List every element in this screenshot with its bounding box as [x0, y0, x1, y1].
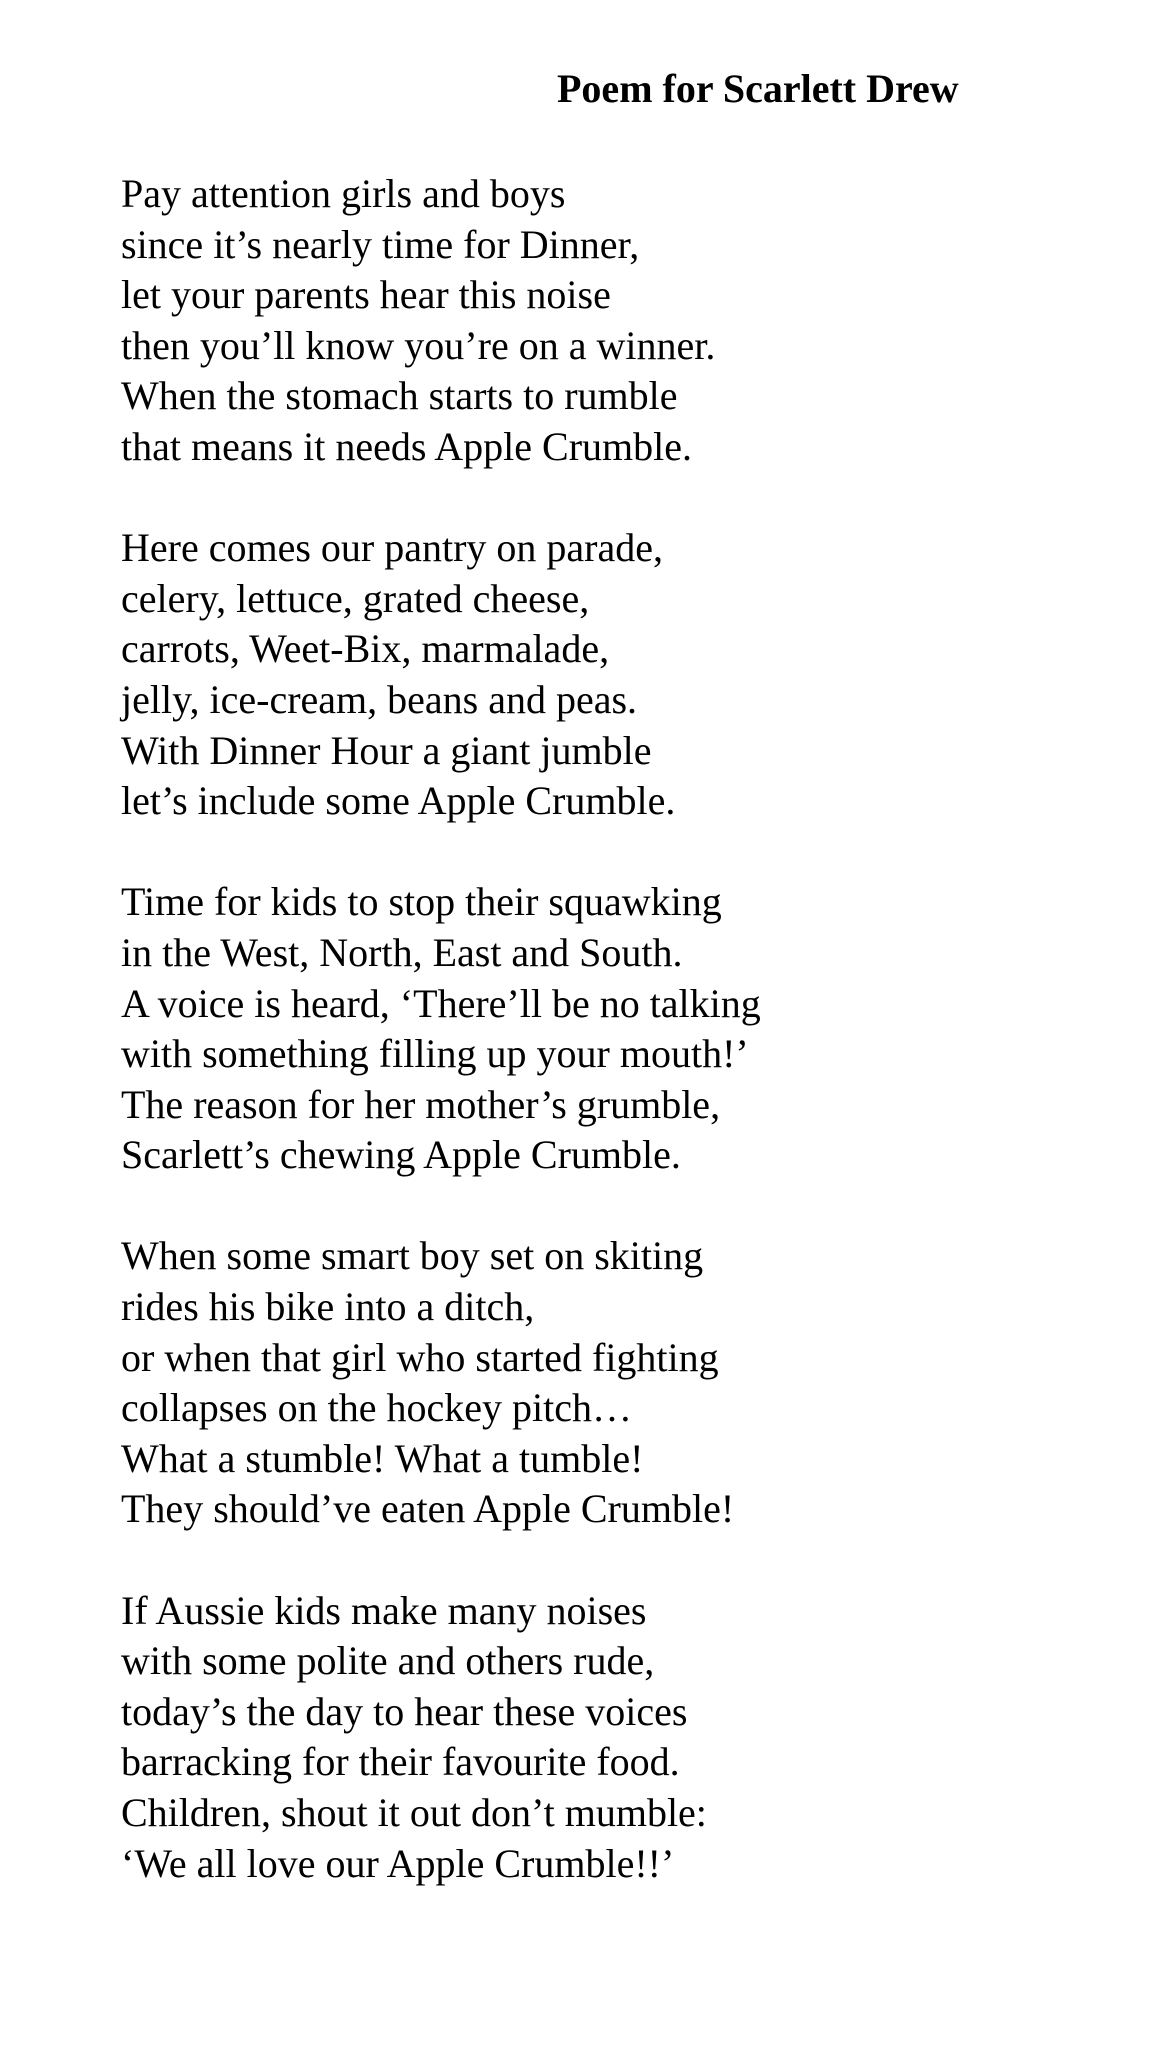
- poem-line: that means it needs Apple Crumble.: [121, 423, 692, 469]
- poem-line: When some smart boy set on skiting: [121, 1233, 704, 1279]
- poem-line: ‘We all love our Apple Crumble!!’: [121, 1840, 675, 1886]
- poem-line: let’s include some Apple Crumble.: [121, 778, 676, 824]
- poem-line: collapses on the hockey pitch…: [121, 1385, 632, 1431]
- poem-line: The reason for her mother’s grumble,: [121, 1081, 721, 1127]
- poem-line: Pay attention girls and boys: [121, 171, 566, 216]
- stanza: [121, 523, 761, 827]
- poem-line: with something filling up your mouth!’: [121, 1031, 749, 1077]
- poem-line: Children, shout it out don’t mumble:: [121, 1790, 707, 1835]
- stanza: [121, 877, 761, 1181]
- poem-line: today’s the day to hear these voices: [121, 1688, 688, 1734]
- poem-line: barracking for their favourite food.: [121, 1739, 680, 1785]
- stanza: [121, 1586, 761, 1890]
- stanza: [121, 1231, 761, 1535]
- poem-title: Poem for Scarlett Drew: [557, 66, 959, 111]
- poem-line: They should’ve eaten Apple Crumble!: [121, 1486, 735, 1532]
- poem-line: A voice is heard, ‘There’ll be no talking: [121, 980, 761, 1026]
- poem-line: What a stumble! What a tumble!: [121, 1435, 644, 1481]
- poem-line: Time for kids to stop their squawking: [121, 879, 722, 925]
- poem-line: With Dinner Hour a giant jumble: [121, 727, 652, 773]
- poem-line: carrots, Weet-Bix, marmalade,: [121, 626, 610, 672]
- poem-line: then you’ll know you’re on a winner.: [121, 322, 716, 368]
- stanza: [121, 169, 761, 473]
- poem-line: let your parents hear this noise: [121, 272, 611, 318]
- poem-line: in the West, North, East and South.: [121, 929, 683, 975]
- poem-line: If Aussie kids make many noises: [121, 1587, 647, 1633]
- poem-line: rides his bike into a ditch,: [121, 1284, 535, 1330]
- poem-line: since it’s nearly time for Dinner,: [121, 221, 640, 267]
- poem-line: with some polite and others rude,: [121, 1638, 655, 1684]
- poem-line: Here comes our pantry on parade,: [121, 525, 663, 571]
- poem-body: [121, 169, 761, 1940]
- poem-line: When the stomach starts to rumble: [121, 373, 678, 419]
- poem-line: celery, lettuce, grated cheese,: [121, 575, 590, 621]
- poem-line: or when that girl who started fighting: [121, 1334, 719, 1380]
- poem-line: jelly, ice-cream, beans and peas.: [121, 676, 638, 722]
- poem-line: Scarlett’s chewing Apple Crumble.: [121, 1132, 681, 1178]
